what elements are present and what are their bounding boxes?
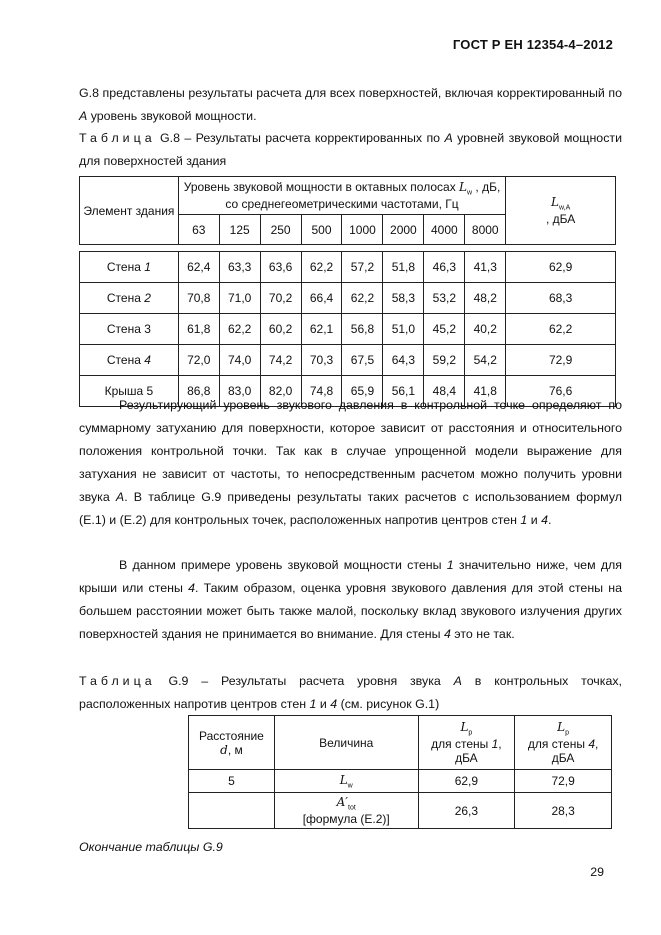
col-header-quantity: Величина [274,716,418,770]
cell: 56,8 [342,314,383,345]
cell-total: 68,3 [506,283,616,314]
cell-wall-4: 72,9 [515,770,612,793]
page-number: 29 [590,865,604,879]
cell: 60,2 [260,314,301,345]
header-spacer [80,245,616,252]
cell: 70,2 [260,283,301,314]
cell-distance: 5 [189,770,275,793]
cell: 64,3 [383,345,424,376]
cell: 48,4 [424,376,465,407]
cell: 54,2 [465,345,506,376]
cell: 62,1 [301,314,342,345]
cell: 46,3 [424,252,465,283]
table-g8 [79,176,616,407]
table-g9-caption: Таблица G.9 – Результаты расчета уровня звука A в контрольных точках, расположенных напротив центров стен 1 и 4 (см. рисунок G.1) [79,674,622,711]
cell: 74,2 [260,345,301,376]
cell: 48,2 [465,283,506,314]
cell: 83,0 [219,376,260,407]
cell: 67,5 [342,345,383,376]
freq-header: 63 [178,215,219,245]
cell: 86,8 [178,376,219,407]
col-header-total-level: $L_{w,A}$ , дБА [506,177,616,245]
cell: 51,8 [383,252,424,283]
cell: 62,4 [178,252,219,283]
cell: 70,3 [301,345,342,376]
table-row [80,283,616,314]
cell-wall-1: 62,9 [418,770,515,793]
row-label: Стена 1 [80,252,179,283]
cell: 45,2 [424,314,465,345]
col-header-wall-1: $L_p$ для стены 1, дБА [418,716,515,770]
table-row [189,793,612,829]
cell: 62,2 [219,314,260,345]
cell-total: 76,6 [506,376,616,407]
table-end-note: Окончание таблицы G.9 [79,840,223,854]
freq-header: 125 [219,215,260,245]
cell-wall-4: 28,3 [515,793,612,829]
freq-header: 1000 [342,215,383,245]
table-row [189,770,612,793]
paragraph-resulting-level: Результирующий уровень звукового давления в контрольной точке определяют по суммарному затуханию для поверхности, которое зависит от расстояния и относительного положения контрольной точки. Так как в случае упрощенной модели выражение для затухания не зависит от частоты, то непосредственным расчетом можно получить уровни звука A. В таблице G.9 приведены результаты таких расчетов с использованием формул (Е.1) и (Е.2) для контрольных точек, расположенных напротив центров стен 1 и 4. [79,398,622,527]
col-header-element: Элемент здания [80,177,179,245]
cell: 41,3 [465,252,506,283]
cell: 65,9 [342,376,383,407]
row-label: Стена 4 [80,345,179,376]
row-label: Стена 2 [80,283,179,314]
paragraph-example: В данном примере уровень звуковой мощности стены 1 значительно ниже, чем для крыши или стены 4. Таким образом, оценка уровня звукового давления для этой стены на большем расстоянии может быть также малой, поскольку вклад звукового излучения других поверхностей здания не принимается во внимание. Для стены 4 это не так. [79,558,622,641]
table-g8-caption: Таблица G.8 – Результаты расчета корректированных по A уровней звуковой мощности для поверхностей здания [79,131,622,168]
intro-paragraph: G.8 представлены результаты расчета для всех поверхностей, включая корректированный по A уровень звуковой мощности. [79,86,622,123]
cell: 56,1 [383,376,424,407]
freq-header: 500 [301,215,342,245]
freq-header: 4000 [424,215,465,245]
col-header-octave-levels: Уровень звуковой мощности в октавных полосах $L_w$ , дБ, со среднегеометрическими частотами, Гц [178,177,505,215]
cell: 74,8 [301,376,342,407]
cell: 72,0 [178,345,219,376]
cell-wall-1: 26,3 [418,793,515,829]
cell-distance [189,793,275,829]
cell: 61,8 [178,314,219,345]
cell: 41,8 [465,376,506,407]
cell: 82,0 [260,376,301,407]
col-header-distance: Расстояние d, м [189,716,275,770]
table-row [80,252,616,283]
cell: 53,2 [424,283,465,314]
cell: 59,2 [424,345,465,376]
table-row [80,314,616,345]
cell: 66,4 [301,283,342,314]
freq-header: 8000 [465,215,506,245]
cell: 63,6 [260,252,301,283]
cell: 51,0 [383,314,424,345]
col-header-wall-4: $L_p$ для стены 4, дБА [515,716,612,770]
cell: 70,8 [178,283,219,314]
cell-total: 62,9 [506,252,616,283]
cell: 40,2 [465,314,506,345]
cell-quantity: $A'_{tot}$ [формула (Е.2)] [274,793,418,829]
freq-header: 250 [260,215,301,245]
cell: 62,2 [342,283,383,314]
cell: 57,2 [342,252,383,283]
cell: 63,3 [219,252,260,283]
cell: 58,3 [383,283,424,314]
freq-header: 2000 [383,215,424,245]
cell-total: 62,2 [506,314,616,345]
table-row [80,345,616,376]
cell: 71,0 [219,283,260,314]
cell-quantity: $L_w$ [274,770,418,793]
row-label: Стена 3 [80,314,179,345]
row-label: Крыша 5 [80,376,179,407]
cell-total: 72,9 [506,345,616,376]
cell: 74,0 [219,345,260,376]
cell: 62,2 [301,252,342,283]
table-g9 [188,715,612,829]
document-code: ГОСТ Р ЕН 12354-4–2012 [452,37,613,52]
